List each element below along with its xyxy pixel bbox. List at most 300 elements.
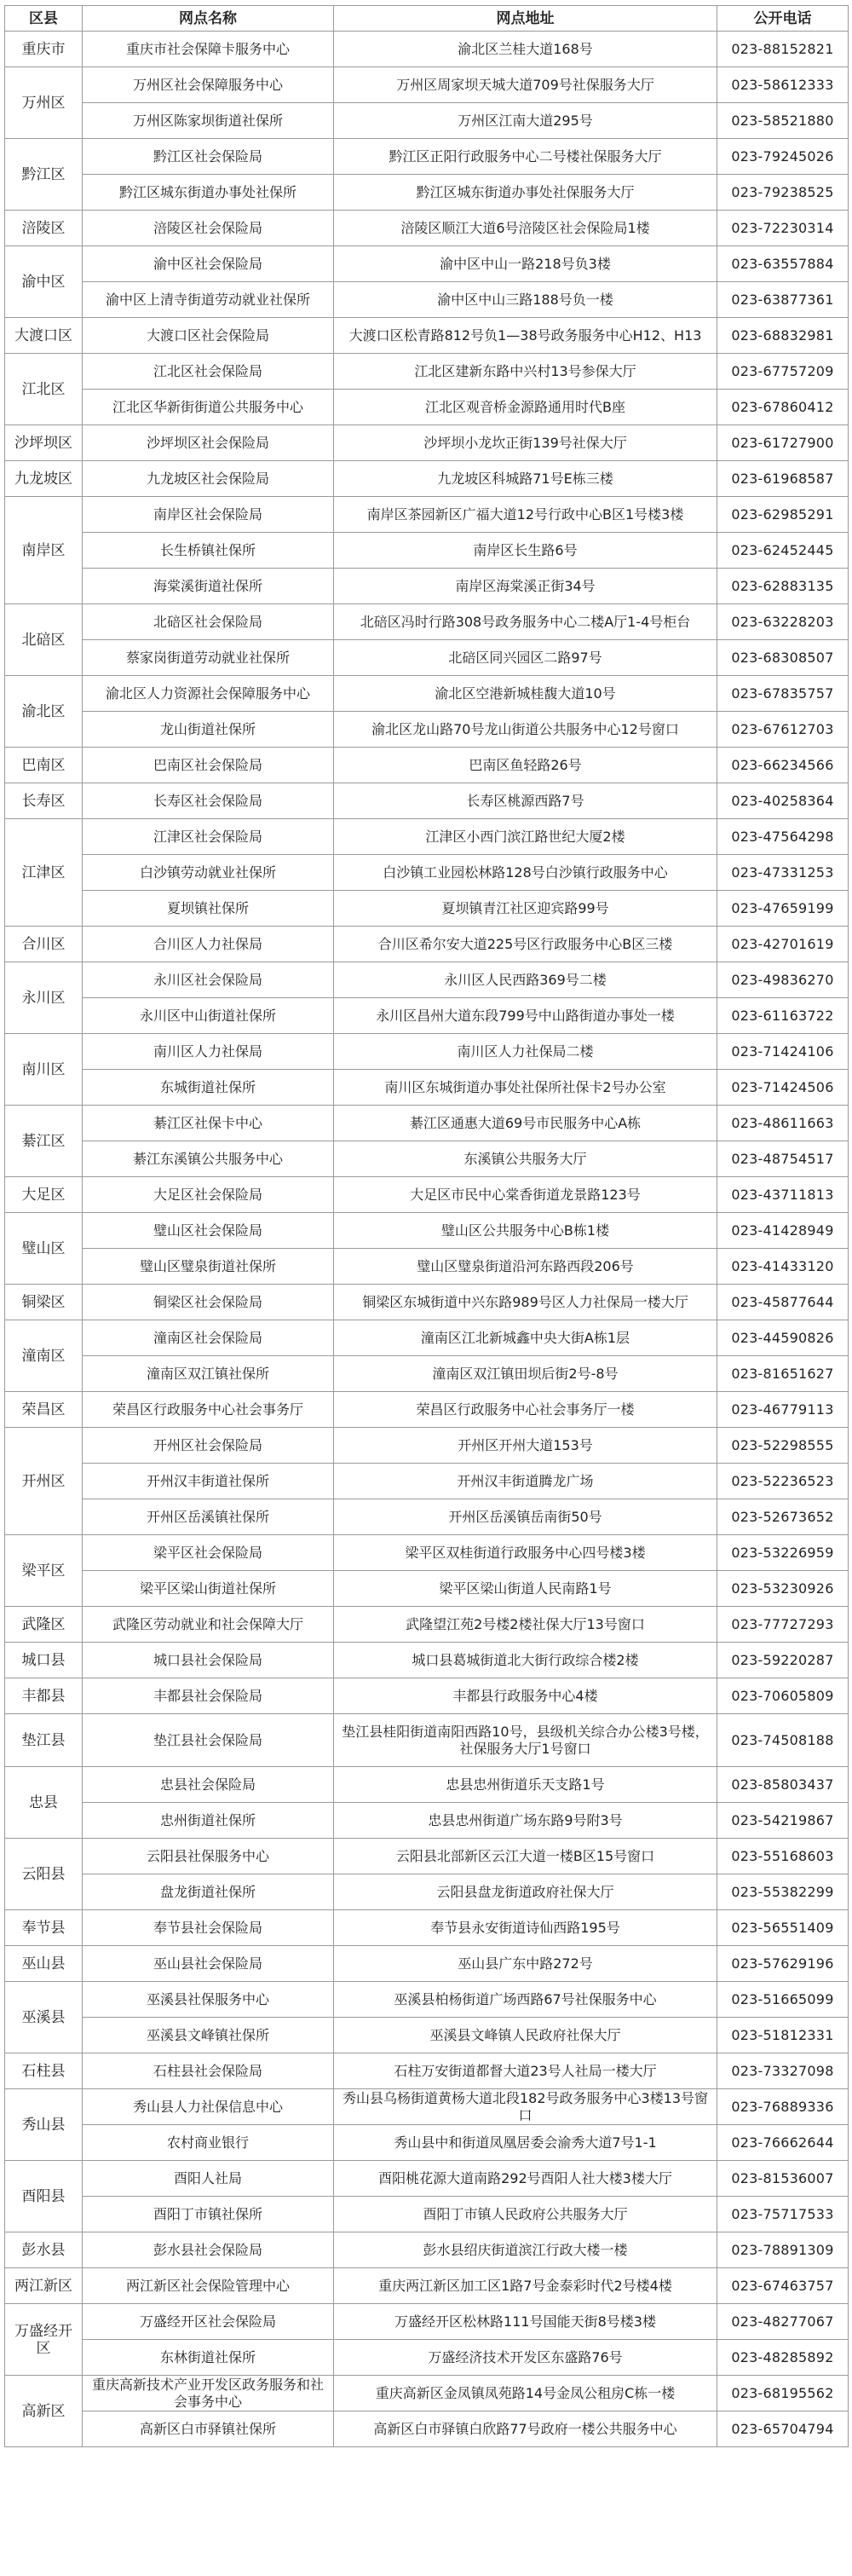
site-name-cell: 綦江东溪镇公共服务中心: [83, 1141, 334, 1177]
phone-cell: 023-52298555: [717, 1428, 849, 1464]
phone-cell: 023-71424506: [717, 1070, 849, 1106]
table-row: [5, 748, 849, 783]
site-name-cell: 龙山街道社保所: [83, 712, 334, 748]
phone-cell: 023-76662644: [717, 2125, 849, 2161]
phone-cell: 023-62985291: [717, 497, 849, 533]
service-sites-table: [4, 5, 849, 2447]
phone-cell: 023-55382299: [717, 1874, 849, 1910]
district-cell: 彭水县: [5, 2232, 83, 2268]
table-row: [5, 569, 849, 604]
phone-cell: 023-68832981: [717, 318, 849, 354]
phone-cell: 023-61968587: [717, 461, 849, 497]
phone-cell: 023-61163722: [717, 998, 849, 1034]
site-name-cell: 巫溪县文峰镇社保所: [83, 2018, 334, 2053]
phone-cell: 023-79245026: [717, 139, 849, 175]
district-cell: 城口县: [5, 1643, 83, 1678]
phone-cell: 023-43711813: [717, 1177, 849, 1213]
site-name-cell: 万州区社会保障服务中心: [83, 67, 334, 103]
phone-cell: 023-62883135: [717, 569, 849, 604]
district-cell: 南川区: [5, 1034, 83, 1106]
site-address-cell: 巫山县广东中路272号: [334, 1946, 717, 1982]
phone-cell: 023-65704794: [717, 2411, 849, 2447]
site-name-cell: 盘龙街道社保所: [83, 1874, 334, 1910]
site-name-cell: 潼南区双江镇社保所: [83, 1356, 334, 1392]
site-name-cell: 云阳县社保服务中心: [83, 1839, 334, 1874]
table-row: [5, 533, 849, 569]
phone-cell: 023-67612703: [717, 712, 849, 748]
table-row: [5, 1177, 849, 1213]
phone-cell: 023-47659199: [717, 891, 849, 927]
site-name-cell: 江北区华新街街道公共服务中心: [83, 390, 334, 425]
table-row: [5, 1213, 849, 1249]
site-address-cell: 万州区江南大道295号: [334, 103, 717, 139]
site-address-cell: 巴南区鱼轻路26号: [334, 748, 717, 783]
site-name-cell: 南岸区社会保险局: [83, 497, 334, 533]
site-address-cell: 白沙镇工业园松林路128号白沙镇行政服务中心: [334, 855, 717, 891]
site-name-cell: 高新区白市驿镇社保所: [83, 2411, 334, 2447]
phone-cell: 023-74508188: [717, 1714, 849, 1767]
phone-cell: 023-68195562: [717, 2376, 849, 2411]
district-cell: 云阳县: [5, 1839, 83, 1910]
site-name-cell: 潼南区社会保险局: [83, 1320, 334, 1356]
site-address-cell: 忠县忠州街道广场东路9号附3号: [334, 1803, 717, 1839]
site-name-cell: 开州汉丰街道社保所: [83, 1464, 334, 1499]
site-name-cell: 沙坪坝区社会保险局: [83, 425, 334, 461]
phone-cell: 023-75717533: [717, 2197, 849, 2232]
district-cell: 南岸区: [5, 497, 83, 604]
site-name-cell: 酉阳人社局: [83, 2161, 334, 2197]
site-address-cell: 涪陵区顺江大道6号涪陵区社会保险局1楼: [334, 211, 717, 246]
phone-cell: 023-58521880: [717, 103, 849, 139]
table-row: [5, 2018, 849, 2053]
district-cell: 綦江区: [5, 1106, 83, 1177]
table-row: [5, 1464, 849, 1499]
phone-cell: 023-76889336: [717, 2089, 849, 2125]
site-name-cell: 蔡家岗街道劳动就业社保所: [83, 640, 334, 676]
site-address-cell: 渝中区中山一路218号负3楼: [334, 246, 717, 282]
site-address-cell: 万盛经济技术开发区东盛路76号: [334, 2340, 717, 2376]
site-address-cell: 忠县忠州街道乐天支路1号: [334, 1767, 717, 1803]
table-row: [5, 1982, 849, 2018]
phone-cell: 023-46779113: [717, 1392, 849, 1428]
phone-cell: 023-59220287: [717, 1643, 849, 1678]
table-row: [5, 2161, 849, 2197]
district-cell: 武隆区: [5, 1607, 83, 1643]
site-address-cell: 沙坪坝小龙坎正街139号社保大厅: [334, 425, 717, 461]
table-row: [5, 2053, 849, 2089]
district-cell: 江北区: [5, 354, 83, 425]
site-address-cell: 高新区白市驿镇白欣路77号政府一楼公共服务中心: [334, 2411, 717, 2447]
site-address-cell: 渝北区兰桂大道168号: [334, 32, 717, 67]
site-address-cell: 璧山区璧泉街道沿河东路西段206号: [334, 1249, 717, 1285]
phone-cell: 023-44590826: [717, 1320, 849, 1356]
phone-cell: 023-88152821: [717, 32, 849, 67]
phone-cell: 023-41433120: [717, 1249, 849, 1285]
site-name-cell: 巫山县社会保险局: [83, 1946, 334, 1982]
site-name-cell: 海棠溪街道社保所: [83, 569, 334, 604]
table-row: [5, 676, 849, 712]
district-cell: 涪陵区: [5, 211, 83, 246]
site-name-cell: 江津区社会保险局: [83, 819, 334, 855]
table-row: [5, 67, 849, 103]
site-name-cell: 綦江区社保卡中心: [83, 1106, 334, 1141]
phone-cell: 023-70605809: [717, 1678, 849, 1714]
phone-cell: 023-67757209: [717, 354, 849, 390]
site-name-cell: 忠县社会保险局: [83, 1767, 334, 1803]
phone-cell: 023-78891309: [717, 2232, 849, 2268]
table-row: [5, 425, 849, 461]
table-row: [5, 390, 849, 425]
table-row: [5, 604, 849, 640]
phone-cell: 023-53230926: [717, 1571, 849, 1607]
district-cell: 开州区: [5, 1428, 83, 1535]
table-row: [5, 1946, 849, 1982]
site-address-cell: 垫江县桂阳街道南阳西路10号，县级机关综合办公楼3号楼，社保服务大厅1号窗口: [334, 1714, 717, 1767]
site-name-cell: 长生桥镇社保所: [83, 533, 334, 569]
table-row: [5, 1714, 849, 1767]
phone-cell: 023-67860412: [717, 390, 849, 425]
phone-cell: 023-40258364: [717, 783, 849, 819]
table-row: [5, 712, 849, 748]
site-address-cell: 梁平区双桂街道行政服务中心四号楼3楼: [334, 1535, 717, 1571]
site-name-cell: 永川区中山街道社保所: [83, 998, 334, 1034]
table-row: [5, 354, 849, 390]
phone-cell: 023-52673652: [717, 1499, 849, 1535]
table-row: [5, 1392, 849, 1428]
header-public-phone: 公开电话: [717, 6, 849, 32]
district-cell: 万盛经开区: [5, 2304, 83, 2376]
site-address-cell: 渝北区空港新城桂馥大道10号: [334, 676, 717, 712]
site-address-cell: 江北区观音桥金源路通用时代B座: [334, 390, 717, 425]
site-address-cell: 彭水县绍庆街道滨江行政大楼一楼: [334, 2232, 717, 2268]
site-address-cell: 武隆望江苑2号楼2楼社保大厅13号窗口: [334, 1607, 717, 1643]
phone-cell: 023-72230314: [717, 211, 849, 246]
table-row: [5, 1356, 849, 1392]
site-name-cell: 丰都县社会保险局: [83, 1678, 334, 1714]
site-address-cell: 潼南区双江镇田坝后街2号-8号: [334, 1356, 717, 1392]
table-row: [5, 2089, 849, 2125]
site-address-cell: 酉阳丁市镇人民政府公共服务大厅: [334, 2197, 717, 2232]
site-address-cell: 荣昌区行政服务中心社会事务厅一楼: [334, 1392, 717, 1428]
phone-cell: 023-55168603: [717, 1839, 849, 1874]
site-address-cell: 长寿区桃源西路7号: [334, 783, 717, 819]
site-name-cell: 东林街道社保所: [83, 2340, 334, 2376]
district-cell: 渝中区: [5, 246, 83, 318]
table-body: [5, 32, 849, 2447]
table-row: [5, 497, 849, 533]
site-name-cell: 梁平区梁山街道社保所: [83, 1571, 334, 1607]
phone-cell: 023-58612333: [717, 67, 849, 103]
table-row: [5, 1643, 849, 1678]
site-address-cell: 大渡口区松青路812号负1—38号政务服务中心H12、H13: [334, 318, 717, 354]
table-row: [5, 139, 849, 175]
site-name-cell: 重庆高新技术产业开发区政务服务和社会事务中心: [83, 2376, 334, 2411]
site-address-cell: 梁平区梁山街道人民南路1号: [334, 1571, 717, 1607]
district-cell: 永川区: [5, 962, 83, 1034]
site-name-cell: 九龙坡区社会保险局: [83, 461, 334, 497]
site-address-cell: 秀山县中和街道凤凰居委会渝秀大道7号1-1: [334, 2125, 717, 2161]
site-name-cell: 农村商业银行: [83, 2125, 334, 2161]
site-address-cell: 重庆高新区金凤镇凤苑路14号金凤公租房C栋一楼: [334, 2376, 717, 2411]
table-row: [5, 819, 849, 855]
site-name-cell: 秀山县人力社保信息中心: [83, 2089, 334, 2125]
district-cell: 石柱县: [5, 2053, 83, 2089]
table-row: [5, 211, 849, 246]
table-row: [5, 640, 849, 676]
table-row: [5, 1070, 849, 1106]
phone-cell: 023-77727293: [717, 1607, 849, 1643]
phone-cell: 023-48611663: [717, 1106, 849, 1141]
phone-cell: 023-42701619: [717, 927, 849, 962]
site-name-cell: 涪陵区社会保险局: [83, 211, 334, 246]
site-name-cell: 璧山区社会保险局: [83, 1213, 334, 1249]
district-cell: 丰都县: [5, 1678, 83, 1714]
site-address-cell: 南岸区海棠溪正街34号: [334, 569, 717, 604]
site-name-cell: 黔江区城东街道办事处社保所: [83, 175, 334, 211]
table-row: [5, 998, 849, 1034]
district-cell: 两江新区: [5, 2268, 83, 2304]
district-cell: 巫山县: [5, 1946, 83, 1982]
district-cell: 黔江区: [5, 139, 83, 211]
table-row: [5, 1499, 849, 1535]
site-name-cell: 石柱县社会保险局: [83, 2053, 334, 2089]
district-cell: 万州区: [5, 67, 83, 139]
site-name-cell: 梁平区社会保险局: [83, 1535, 334, 1571]
phone-cell: 023-49836270: [717, 962, 849, 998]
site-address-cell: 奉节县永安街道诗仙西路195号: [334, 1910, 717, 1946]
site-name-cell: 城口县社会保险局: [83, 1643, 334, 1678]
site-name-cell: 万盛经开区社会保险局: [83, 2304, 334, 2340]
site-name-cell: 北碚区社会保险局: [83, 604, 334, 640]
site-name-cell: 永川区社会保险局: [83, 962, 334, 998]
district-cell: 北碚区: [5, 604, 83, 676]
table-row: [5, 2411, 849, 2447]
table-row: [5, 282, 849, 318]
site-address-cell: 东溪镇公共服务大厅: [334, 1141, 717, 1177]
table-row: [5, 927, 849, 962]
table-row: [5, 318, 849, 354]
phone-cell: 023-48285892: [717, 2340, 849, 2376]
site-address-cell: 云阳县北部新区云江大道一楼B区15号窗口: [334, 1839, 717, 1874]
table-row: [5, 1607, 849, 1643]
table-row: [5, 1428, 849, 1464]
district-cell: 巫溪县: [5, 1982, 83, 2053]
site-name-cell: 江北区社会保险局: [83, 354, 334, 390]
header-site-address: 网点地址: [334, 6, 717, 32]
district-cell: 高新区: [5, 2376, 83, 2447]
district-cell: 大足区: [5, 1177, 83, 1213]
site-address-cell: 云阳县盘龙街道政府社保大厅: [334, 1874, 717, 1910]
phone-cell: 023-51665099: [717, 1982, 849, 2018]
site-name-cell: 巴南区社会保险局: [83, 748, 334, 783]
district-cell: 铜梁区: [5, 1285, 83, 1320]
table-row: [5, 2232, 849, 2268]
table-row: [5, 2304, 849, 2340]
phone-cell: 023-52236523: [717, 1464, 849, 1499]
site-address-cell: 黔江区正阳行政服务中心二号楼社保服务大厅: [334, 139, 717, 175]
district-cell: 大渡口区: [5, 318, 83, 354]
site-address-cell: 万州区周家坝天城大道709号社保服务大厅: [334, 67, 717, 103]
site-name-cell: 巫溪县社保服务中心: [83, 1982, 334, 2018]
site-address-cell: 城口县葛城街道北大街行政综合楼2楼: [334, 1643, 717, 1678]
site-name-cell: 大渡口区社会保险局: [83, 318, 334, 354]
site-name-cell: 南川区人力社保局: [83, 1034, 334, 1070]
phone-cell: 023-56551409: [717, 1910, 849, 1946]
table-row: [5, 1320, 849, 1356]
site-name-cell: 渝北区人力资源社会保障服务中心: [83, 676, 334, 712]
site-address-cell: 夏坝镇青江社区迎宾路99号: [334, 891, 717, 927]
site-address-cell: 巫溪县文峰镇人民政府社保大厅: [334, 2018, 717, 2053]
header-site-name: 网点名称: [83, 6, 334, 32]
phone-cell: 023-51812331: [717, 2018, 849, 2053]
site-address-cell: 北碚区冯时行路308号政务服务中心二楼A厅1-4号柜台: [334, 604, 717, 640]
district-cell: 渝北区: [5, 676, 83, 748]
table-row: [5, 1678, 849, 1714]
phone-cell: 023-63228203: [717, 604, 849, 640]
table-row: [5, 103, 849, 139]
table-row: [5, 1571, 849, 1607]
phone-cell: 023-63557884: [717, 246, 849, 282]
site-address-cell: 南川区东城街道办事处社保所社保卡2号办公室: [334, 1070, 717, 1106]
district-cell: 梁平区: [5, 1535, 83, 1607]
district-cell: 忠县: [5, 1767, 83, 1839]
district-cell: 长寿区: [5, 783, 83, 819]
phone-cell: 023-57629196: [717, 1946, 849, 1982]
site-address-cell: 南岸区长生路6号: [334, 533, 717, 569]
district-cell: 潼南区: [5, 1320, 83, 1392]
table-row: [5, 2376, 849, 2411]
table-row: [5, 891, 849, 927]
site-address-cell: 南岸区茶园新区广福大道12号行政中心B区1号楼3楼: [334, 497, 717, 533]
table-row: [5, 783, 849, 819]
phone-cell: 023-67835757: [717, 676, 849, 712]
district-cell: 重庆市: [5, 32, 83, 67]
site-name-cell: 重庆市社会保障卡服务中心: [83, 32, 334, 67]
district-cell: 江津区: [5, 819, 83, 927]
table-row: [5, 1767, 849, 1803]
phone-cell: 023-71424106: [717, 1034, 849, 1070]
district-cell: 荣昌区: [5, 1392, 83, 1428]
phone-cell: 023-63877361: [717, 282, 849, 318]
phone-cell: 023-67463757: [717, 2268, 849, 2304]
site-name-cell: 铜梁区社会保险局: [83, 1285, 334, 1320]
site-address-cell: 永川区昌州大道东段799号中山路街道办事处一楼: [334, 998, 717, 1034]
site-name-cell: 黔江区社会保险局: [83, 139, 334, 175]
phone-cell: 023-81536007: [717, 2161, 849, 2197]
table-row: [5, 461, 849, 497]
phone-cell: 023-61727900: [717, 425, 849, 461]
phone-cell: 023-47331253: [717, 855, 849, 891]
site-name-cell: 夏坝镇社保所: [83, 891, 334, 927]
site-address-cell: 北碚区同兴园区二路97号: [334, 640, 717, 676]
district-cell: 巴南区: [5, 748, 83, 783]
table-row: [5, 1249, 849, 1285]
site-name-cell: 荣昌区行政服务中心社会事务厅: [83, 1392, 334, 1428]
table-row: [5, 1874, 849, 1910]
site-address-cell: 渝北区龙山路70号龙山街道公共服务中心12号窗口: [334, 712, 717, 748]
district-cell: 奉节县: [5, 1910, 83, 1946]
site-name-cell: 武隆区劳动就业和社会保障大厅: [83, 1607, 334, 1643]
district-cell: 合川区: [5, 927, 83, 962]
phone-cell: 023-54219867: [717, 1803, 849, 1839]
phone-cell: 023-41428949: [717, 1213, 849, 1249]
phone-cell: 023-85803437: [717, 1767, 849, 1803]
site-name-cell: 大足区社会保险局: [83, 1177, 334, 1213]
site-address-cell: 綦江区通惠大道69号市民服务中心A栋: [334, 1106, 717, 1141]
phone-cell: 023-53226959: [717, 1535, 849, 1571]
site-name-cell: 万州区陈家坝街道社保所: [83, 103, 334, 139]
site-name-cell: 合川区人力社保局: [83, 927, 334, 962]
site-name-cell: 忠州街道社保所: [83, 1803, 334, 1839]
site-address-cell: 九龙坡区科城路71号E栋三楼: [334, 461, 717, 497]
district-cell: 秀山县: [5, 2089, 83, 2161]
site-name-cell: 酉阳丁市镇社保所: [83, 2197, 334, 2232]
site-name-cell: 璧山区璧泉街道社保所: [83, 1249, 334, 1285]
site-address-cell: 渝中区中山三路188号负一楼: [334, 282, 717, 318]
site-address-cell: 开州区开州大道153号: [334, 1428, 717, 1464]
table-row: [5, 1910, 849, 1946]
table-row: [5, 2340, 849, 2376]
site-address-cell: 秀山县乌杨街道黄杨大道北段182号政务服务中心3楼13号窗口: [334, 2089, 717, 2125]
site-address-cell: 石柱万安街道都督大道23号人社局一楼大厅: [334, 2053, 717, 2089]
site-address-cell: 铜梁区东城街道中兴东路989号区人力社保局一楼大厅: [334, 1285, 717, 1320]
district-cell: 九龙坡区: [5, 461, 83, 497]
site-address-cell: 巫溪县柏杨街道广场西路67号社保服务中心: [334, 1982, 717, 2018]
table-row: [5, 2197, 849, 2232]
phone-cell: 023-79238525: [717, 175, 849, 211]
header-district: 区县: [5, 6, 83, 32]
site-address-cell: 合川区希尔安大道225号区行政服务中心B区三楼: [334, 927, 717, 962]
site-address-cell: 江津区小西门滨江路世纪大厦2楼: [334, 819, 717, 855]
table-row: [5, 246, 849, 282]
site-name-cell: 彭水县社会保险局: [83, 2232, 334, 2268]
table-row: [5, 175, 849, 211]
phone-cell: 023-68308507: [717, 640, 849, 676]
site-address-cell: 万盛经开区松林路111号国能天街8号楼3楼: [334, 2304, 717, 2340]
site-name-cell: 渝中区社会保险局: [83, 246, 334, 282]
table-row: [5, 2125, 849, 2161]
phone-cell: 023-73327098: [717, 2053, 849, 2089]
site-address-cell: 开州区岳溪镇岳南街50号: [334, 1499, 717, 1535]
district-cell: 沙坪坝区: [5, 425, 83, 461]
site-address-cell: 黔江区城东街道办事处社保服务大厅: [334, 175, 717, 211]
table-row: [5, 1285, 849, 1320]
site-address-cell: 酉阳桃花源大道南路292号酉阳人社大楼3楼大厅: [334, 2161, 717, 2197]
site-address-cell: 永川区人民西路369号二楼: [334, 962, 717, 998]
district-cell: 垫江县: [5, 1714, 83, 1767]
phone-cell: 023-66234566: [717, 748, 849, 783]
site-name-cell: 奉节县社会保险局: [83, 1910, 334, 1946]
table-row: [5, 1034, 849, 1070]
table-row: [5, 32, 849, 67]
header-row: [5, 6, 849, 32]
phone-cell: 023-48277067: [717, 2304, 849, 2340]
table-row: [5, 1803, 849, 1839]
site-address-cell: 南川区人力社保局二楼: [334, 1034, 717, 1070]
table-row: [5, 1141, 849, 1177]
site-name-cell: 东城街道社保所: [83, 1070, 334, 1106]
table-row: [5, 1839, 849, 1874]
phone-cell: 023-48754517: [717, 1141, 849, 1177]
site-name-cell: 两江新区社会保险管理中心: [83, 2268, 334, 2304]
table-row: [5, 962, 849, 998]
site-name-cell: 开州区岳溪镇社保所: [83, 1499, 334, 1535]
site-name-cell: 开州区社会保险局: [83, 1428, 334, 1464]
site-address-cell: 潼南区江北新城鑫中央大街A栋1层: [334, 1320, 717, 1356]
phone-cell: 023-45877644: [717, 1285, 849, 1320]
phone-cell: 023-62452445: [717, 533, 849, 569]
site-address-cell: 丰都县行政服务中心4楼: [334, 1678, 717, 1714]
